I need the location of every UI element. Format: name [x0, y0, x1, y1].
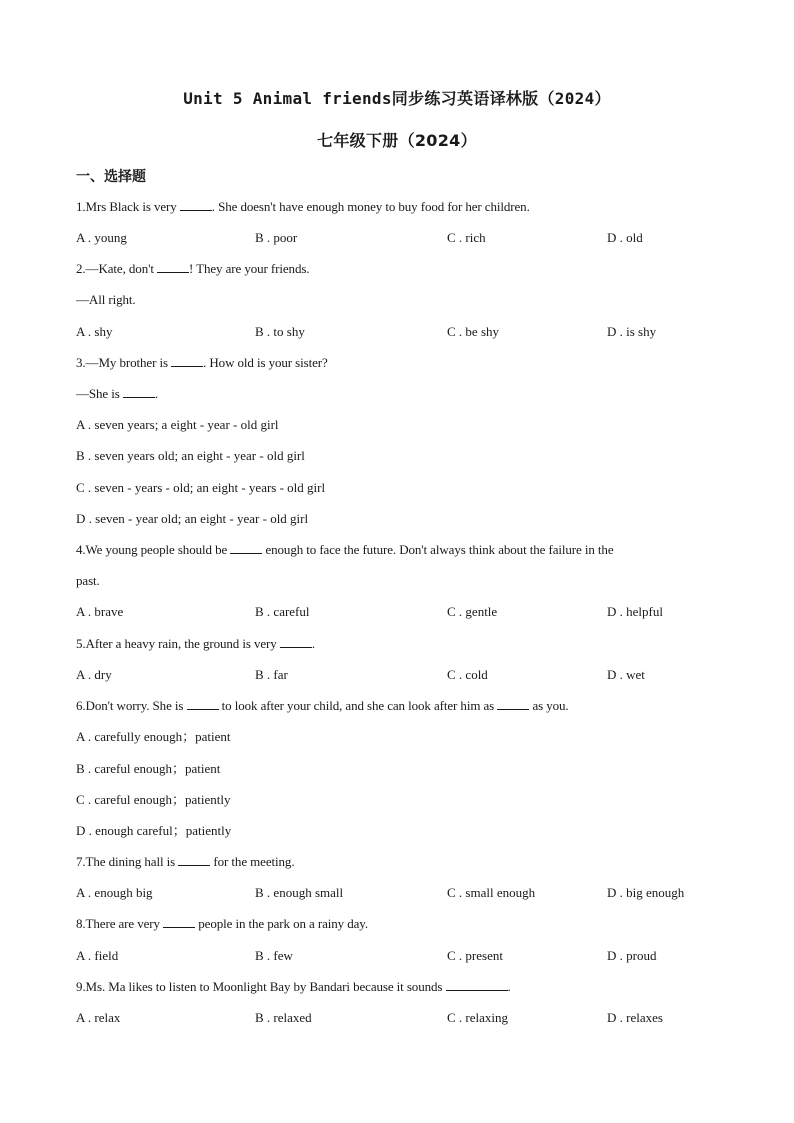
question-5-option-b: B . far — [255, 667, 288, 682]
question-4-option-b: B . careful — [255, 604, 310, 619]
question-3-stem: 3.—My brother is . How old is your sister? — [76, 355, 328, 370]
question-8-option-c: C . present — [447, 948, 503, 963]
question-2-option-b: B . to shy — [255, 324, 305, 339]
question-9-stem: 9.Ms. Ma likes to listen to Moonlight Bay by Bandari because it sounds . — [76, 979, 511, 994]
question-1-option-b: B . poor — [255, 230, 298, 245]
answer-blank — [171, 354, 203, 367]
question-9-option-c: C . relaxing — [447, 1010, 509, 1025]
answer-blank — [123, 385, 155, 398]
answer-blank — [446, 978, 508, 991]
answer-blank — [187, 697, 219, 710]
question-3-option-b: B . seven years old; an eight - year - old girl — [76, 448, 305, 463]
question-7-option-b: B . enough small — [255, 885, 344, 900]
question-8-option-a: A . field — [76, 948, 119, 963]
question-9-option-a: A . relax — [76, 1010, 121, 1025]
question-1-option-c: C . rich — [447, 230, 486, 245]
question-8-option-b: B . few — [255, 948, 293, 963]
answer-blank — [497, 697, 529, 710]
question-3-option-a: A . seven years; a eight - year - old girl — [76, 417, 279, 432]
question-4-stem: 4.We young people should be enough to face the future. Don't always think about the failure in the — [76, 542, 614, 557]
question-2-option-d: D . is shy — [607, 324, 657, 339]
question-5-stem: 5.After a heavy rain, the ground is very . — [76, 636, 315, 651]
section-heading: 一、选择题 — [76, 169, 146, 185]
question-7-option-a: A . enough big — [76, 885, 153, 900]
question-4-option-a: A . brave — [76, 604, 124, 619]
answer-blank — [180, 198, 212, 211]
question-4-option-d: D . helpful — [607, 604, 663, 619]
question-1-option-a: A . young — [76, 230, 127, 245]
question-4-stem-continued: past. — [76, 573, 100, 588]
question-5-option-c: C . cold — [447, 667, 488, 682]
question-5-option-d: D . wet — [607, 667, 645, 682]
answer-blank — [157, 260, 189, 273]
question-9-option-b: B . relaxed — [255, 1010, 312, 1025]
question-2-option-c: C . be shy — [447, 324, 499, 339]
question-3-reply: —She is . — [76, 386, 159, 401]
question-3-option-d: D . seven - year old; an eight - year - old girl — [76, 511, 309, 526]
question-9-option-d: D . relaxes — [607, 1010, 663, 1025]
question-7-option-d: D . big enough — [607, 885, 685, 900]
question-2-stem: 2.—Kate, don't ! They are your friends. — [76, 261, 310, 276]
answer-blank — [230, 541, 262, 554]
question-7-option-c: C . small enough — [447, 885, 536, 900]
question-2-reply: —All right. — [76, 292, 136, 307]
question-7-stem: 7.The dining hall is for the meeting. — [76, 854, 295, 869]
question-6-option-c: C . careful enough；patiently — [76, 792, 231, 807]
question-3-option-c: C . seven - years - old; an eight - years - old girl — [76, 480, 326, 495]
document-title: Unit 5 Animal friends同步练习英语译林版（2024） — [183, 89, 611, 108]
answer-blank — [280, 635, 312, 648]
question-1-option-d: D . old — [607, 230, 643, 245]
question-6-option-b: B . careful enough；patient — [76, 761, 221, 776]
question-4-option-c: C . gentle — [447, 604, 498, 619]
answer-blank — [178, 853, 210, 866]
question-6-stem: 6.Don't worry. She is to look after your child, and she can look after him as as you. — [76, 698, 569, 713]
question-1-stem: 1.Mrs Black is very . She doesn't have enough money to buy food for her children. — [76, 199, 530, 214]
question-5-option-a: A . dry — [76, 667, 112, 682]
answer-blank — [163, 915, 195, 928]
question-8-option-d: D . proud — [607, 948, 657, 963]
question-2-option-a: A . shy — [76, 324, 113, 339]
question-8-stem: 8.There are very people in the park on a rainy day. — [76, 916, 368, 931]
question-6-option-d: D . enough careful；patiently — [76, 823, 232, 838]
question-6-option-a: A . carefully enough；patient — [76, 729, 231, 744]
document-subtitle: 七年级下册（2024） — [317, 131, 477, 150]
